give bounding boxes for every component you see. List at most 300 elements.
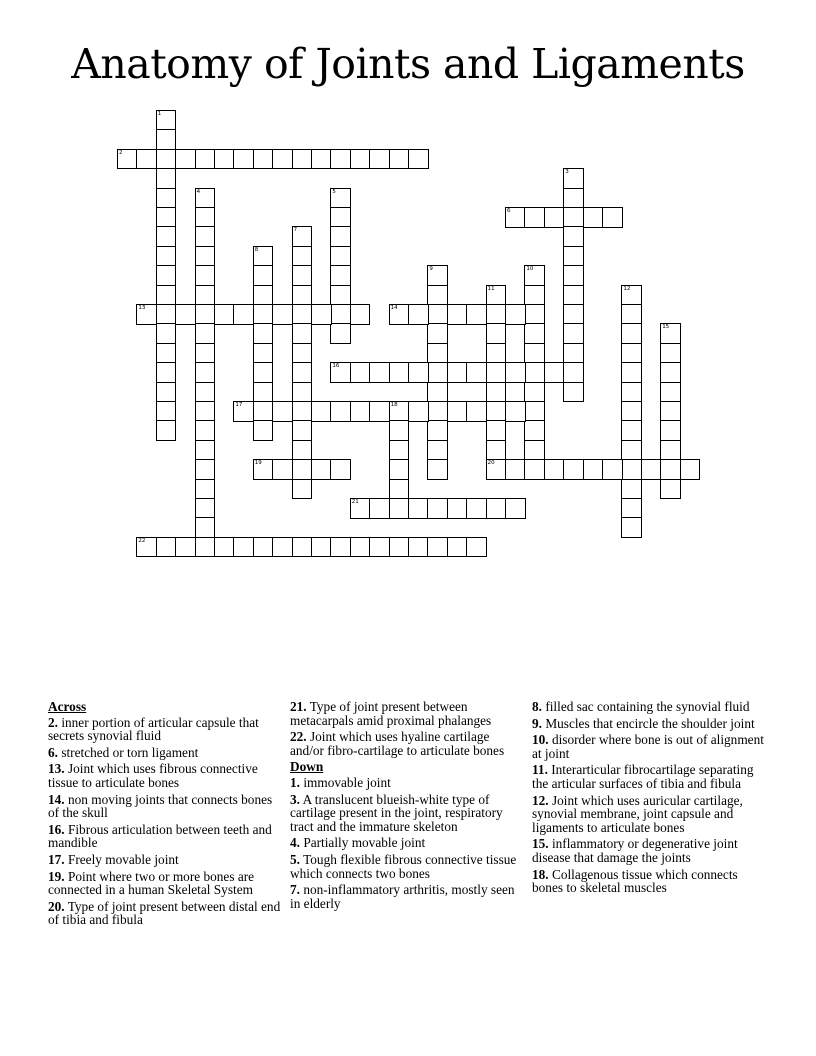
- clue-text: Interarticular fibrocartilage separating the articular surfaces of tibia and fibula: [532, 762, 754, 791]
- clue-across-17: [48, 853, 284, 867]
- grid-cell[interactable]: [621, 343, 642, 364]
- grid-cell[interactable]: [195, 498, 216, 519]
- grid-cell[interactable]: [563, 207, 584, 228]
- grid-cell[interactable]: [156, 285, 177, 306]
- grid-cell[interactable]: [350, 537, 371, 558]
- clue-number-label: 21: [351, 499, 359, 505]
- grid-cell[interactable]: [621, 285, 642, 306]
- grid-cell[interactable]: [195, 149, 216, 170]
- grid-cell[interactable]: [233, 304, 254, 325]
- grid-cell[interactable]: [350, 362, 371, 383]
- grid-cell[interactable]: [660, 401, 681, 422]
- grid-cell[interactable]: [330, 188, 351, 209]
- grid-cell[interactable]: [602, 207, 623, 228]
- grid-cell[interactable]: [156, 188, 177, 209]
- grid-cell[interactable]: [253, 420, 274, 441]
- grid-cell[interactable]: [524, 401, 545, 422]
- grid-cell[interactable]: [195, 420, 216, 441]
- grid-cell[interactable]: [427, 498, 448, 519]
- grid-cell[interactable]: [117, 149, 138, 170]
- grid-cell[interactable]: [486, 401, 507, 422]
- grid-cell[interactable]: [427, 382, 448, 403]
- grid-cell[interactable]: [330, 323, 351, 344]
- grid-cell[interactable]: [427, 304, 448, 325]
- grid-cell[interactable]: [505, 498, 526, 519]
- grid-cell[interactable]: [563, 168, 584, 189]
- grid-cell[interactable]: [563, 188, 584, 209]
- clues-column-3: [532, 700, 768, 898]
- grid-cell[interactable]: [427, 343, 448, 364]
- grid-cell[interactable]: [330, 226, 351, 247]
- grid-cell[interactable]: [175, 537, 196, 558]
- grid-cell[interactable]: [156, 382, 177, 403]
- grid-cell[interactable]: [350, 304, 371, 325]
- grid-cell[interactable]: [389, 304, 410, 325]
- grid-cell[interactable]: [466, 498, 487, 519]
- grid-cell[interactable]: [486, 343, 507, 364]
- grid-cell[interactable]: [621, 382, 642, 403]
- clue-number-label: 18: [390, 402, 398, 408]
- grid-cell[interactable]: [563, 226, 584, 247]
- grid-cell[interactable]: [156, 265, 177, 286]
- grid-cell[interactable]: [195, 226, 216, 247]
- grid-cell[interactable]: [311, 537, 332, 558]
- clue-text: Tough flexible fibrous connective tissue which connects two bones: [290, 851, 517, 881]
- clue-number-label: 7: [293, 227, 298, 234]
- clue-number-label: 17: [235, 402, 243, 408]
- grid-cell[interactable]: [330, 401, 351, 422]
- grid-cell[interactable]: [660, 323, 681, 344]
- grid-cell[interactable]: [330, 304, 351, 325]
- grid-cell[interactable]: [292, 265, 313, 286]
- clue-number: 2.: [48, 714, 58, 730]
- grid-cell[interactable]: [292, 440, 313, 461]
- grid-cell[interactable]: [156, 246, 177, 267]
- clue-down-1: [290, 776, 526, 790]
- grid-cell[interactable]: [389, 440, 410, 461]
- grid-cell[interactable]: [253, 149, 274, 170]
- grid-cell[interactable]: [641, 459, 662, 480]
- grid-cell[interactable]: [195, 323, 216, 344]
- grid-cell[interactable]: [544, 362, 565, 383]
- clue-across-20: [48, 900, 284, 927]
- grid-cell[interactable]: [660, 362, 681, 383]
- grid-cell[interactable]: [272, 149, 293, 170]
- grid-cell[interactable]: [253, 323, 274, 344]
- grid-cell[interactable]: [486, 459, 507, 480]
- grid-cell[interactable]: [253, 285, 274, 306]
- grid-cell[interactable]: [563, 265, 584, 286]
- grid-cell[interactable]: [427, 401, 448, 422]
- grid-cell[interactable]: [389, 479, 410, 500]
- grid-cell[interactable]: [195, 459, 216, 480]
- grid-cell[interactable]: [660, 440, 681, 461]
- grid-cell[interactable]: [175, 304, 196, 325]
- grid-cell[interactable]: [660, 479, 681, 500]
- grid-cell[interactable]: [292, 420, 313, 441]
- clue-text: Muscles that encircle the shoulder joint: [545, 715, 755, 731]
- grid-cell[interactable]: [389, 537, 410, 558]
- grid-cell[interactable]: [427, 265, 448, 286]
- grid-cell[interactable]: [214, 304, 235, 325]
- grid-cell[interactable]: [156, 168, 177, 189]
- grid-cell[interactable]: [389, 401, 410, 422]
- grid-cell[interactable]: [311, 459, 332, 480]
- grid-cell[interactable]: [330, 149, 351, 170]
- clue-text: Joint which uses fibrous connective tissue to articulate bones: [48, 761, 258, 790]
- grid-cell[interactable]: [350, 498, 371, 519]
- grid-cell[interactable]: [408, 401, 429, 422]
- grid-cell[interactable]: [156, 537, 177, 558]
- clue-text: immovable joint: [303, 774, 391, 790]
- clue-text: Joint which uses hyaline cartilage and/or fibro-cartilage to articulate bones: [290, 729, 505, 758]
- grid-cell[interactable]: [563, 304, 584, 325]
- grid-cell[interactable]: [272, 537, 293, 558]
- clue-number-label: 11: [487, 285, 495, 292]
- grid-cell[interactable]: [292, 459, 313, 480]
- grid-cell[interactable]: [292, 362, 313, 383]
- clue-number-label: 20: [487, 460, 495, 467]
- clue-down-11: [532, 763, 768, 790]
- grid-cell[interactable]: [486, 362, 507, 383]
- grid-cell[interactable]: [660, 382, 681, 403]
- grid-cell[interactable]: [466, 537, 487, 558]
- clue-number: 11.: [532, 762, 548, 778]
- grid-cell[interactable]: [621, 362, 642, 383]
- grid-cell[interactable]: [253, 362, 274, 383]
- grid-cell[interactable]: [427, 440, 448, 461]
- grid-cell[interactable]: [292, 382, 313, 403]
- grid-cell[interactable]: [311, 149, 332, 170]
- grid-cell[interactable]: [292, 479, 313, 500]
- grid-cell[interactable]: [563, 382, 584, 403]
- grid-cell[interactable]: [408, 537, 429, 558]
- clue-number-label: 19: [254, 460, 262, 467]
- clue-text: Partially movable joint: [303, 835, 426, 851]
- grid-cell[interactable]: [660, 459, 681, 480]
- grid-cell[interactable]: [195, 382, 216, 403]
- grid-cell[interactable]: [253, 265, 274, 286]
- grid-cell[interactable]: [427, 362, 448, 383]
- grid-cell[interactable]: [408, 304, 429, 325]
- grid-cell[interactable]: [408, 362, 429, 383]
- grid-cell[interactable]: [524, 285, 545, 306]
- clue-number: 4.: [290, 835, 300, 851]
- grid-cell[interactable]: [330, 537, 351, 558]
- clues-column-1: [48, 700, 284, 930]
- clue-number: 17.: [48, 851, 65, 867]
- grid-cell[interactable]: [389, 420, 410, 441]
- grid-cell[interactable]: [524, 382, 545, 403]
- page-title: Anatomy of Joints and Ligaments: [71, 40, 745, 88]
- clue-number: 15.: [532, 836, 549, 852]
- grid-cell[interactable]: [233, 149, 254, 170]
- grid-cell[interactable]: [369, 362, 390, 383]
- grid-cell[interactable]: [486, 304, 507, 325]
- grid-cell[interactable]: [389, 459, 410, 480]
- clue-number-label: 15: [662, 324, 670, 331]
- clue-down-18: [532, 868, 768, 895]
- clue-number-label: 13: [138, 305, 146, 311]
- clue-text: disorder where bone is out of alignment at joint: [532, 732, 764, 761]
- grid-cell[interactable]: [544, 459, 565, 480]
- clue-down-5: [290, 853, 526, 880]
- grid-cell[interactable]: [292, 537, 313, 558]
- grid-cell[interactable]: [292, 285, 313, 306]
- clue-down-12: [532, 794, 768, 835]
- clue-number-label: 8: [254, 246, 259, 253]
- grid-cell[interactable]: [253, 459, 274, 480]
- grid-cell[interactable]: [311, 304, 332, 325]
- clue-number: 14.: [48, 791, 65, 807]
- grid-cell[interactable]: [389, 149, 410, 170]
- grid-cell[interactable]: [524, 420, 545, 441]
- grid-cell[interactable]: [195, 246, 216, 267]
- clue-across-14: [48, 793, 284, 820]
- clue-number: 13.: [48, 761, 65, 777]
- grid-cell[interactable]: [524, 304, 545, 325]
- grid-cell[interactable]: [175, 149, 196, 170]
- grid-cell[interactable]: [563, 246, 584, 267]
- grid-cell[interactable]: [330, 459, 351, 480]
- grid-cell[interactable]: [292, 149, 313, 170]
- clue-number-label: 16: [332, 363, 340, 370]
- grid-cell[interactable]: [272, 459, 293, 480]
- grid-cell[interactable]: [330, 265, 351, 286]
- clue-text: non-inflammatory arthritis, mostly seen in elderly: [290, 882, 515, 911]
- grid-cell[interactable]: [156, 207, 177, 228]
- grid-cell[interactable]: [253, 401, 274, 422]
- grid-cell[interactable]: [330, 246, 351, 267]
- grid-cell[interactable]: [447, 498, 468, 519]
- clue-number-label: 6: [507, 208, 511, 214]
- across-heading: Across: [48, 699, 87, 714]
- grid-cell[interactable]: [292, 226, 313, 247]
- grid-cell[interactable]: [330, 362, 351, 383]
- grid-cell[interactable]: [427, 459, 448, 480]
- grid-cell[interactable]: [195, 440, 216, 461]
- clue-number: 19.: [48, 868, 65, 884]
- clue-number-label: 2: [119, 149, 123, 156]
- grid-cell[interactable]: [680, 459, 701, 480]
- grid-cell[interactable]: [408, 498, 429, 519]
- clue-number: 12.: [532, 792, 549, 808]
- grid-cell[interactable]: [214, 537, 235, 558]
- clue-number: 5.: [290, 851, 300, 867]
- grid-cell[interactable]: [369, 498, 390, 519]
- grid-cell[interactable]: [486, 285, 507, 306]
- grid-cell[interactable]: [524, 362, 545, 383]
- grid-cell[interactable]: [253, 304, 274, 325]
- clue-number: 21.: [290, 699, 307, 714]
- grid-cell[interactable]: [156, 323, 177, 344]
- grid-cell[interactable]: [583, 459, 604, 480]
- grid-cell[interactable]: [466, 362, 487, 383]
- grid-cell[interactable]: [292, 246, 313, 267]
- grid-cell[interactable]: [524, 459, 545, 480]
- grid-cell[interactable]: [233, 537, 254, 558]
- clue-number: 16.: [48, 821, 65, 837]
- grid-cell[interactable]: [253, 382, 274, 403]
- grid-cell[interactable]: [156, 129, 177, 150]
- clue-text: stretched or torn ligament: [61, 744, 199, 760]
- grid-cell[interactable]: [292, 401, 313, 422]
- grid-cell[interactable]: [602, 459, 623, 480]
- grid-cell[interactable]: [563, 343, 584, 364]
- grid-cell[interactable]: [427, 285, 448, 306]
- grid-cell[interactable]: [195, 362, 216, 383]
- grid-cell[interactable]: [156, 420, 177, 441]
- clue-number-label: 3: [565, 169, 569, 176]
- grid-cell[interactable]: [621, 323, 642, 344]
- grid-cell[interactable]: [447, 304, 468, 325]
- grid-cell[interactable]: [486, 440, 507, 461]
- clue-number-label: 5: [332, 188, 336, 195]
- grid-cell[interactable]: [427, 323, 448, 344]
- grid-cell[interactable]: [563, 285, 584, 306]
- grid-cell[interactable]: [214, 149, 235, 170]
- grid-cell[interactable]: [621, 401, 642, 422]
- grid-cell[interactable]: [253, 246, 274, 267]
- grid-cell[interactable]: [563, 459, 584, 480]
- grid-cell[interactable]: [156, 226, 177, 247]
- grid-cell[interactable]: [621, 304, 642, 325]
- clues-column-2: [290, 700, 526, 913]
- clue-text: Collagenous tissue which connects bones to skeletal muscles: [532, 866, 738, 896]
- grid-cell[interactable]: [486, 323, 507, 344]
- grid-cell[interactable]: [486, 420, 507, 441]
- grid-cell[interactable]: [330, 207, 351, 228]
- grid-cell[interactable]: [544, 207, 565, 228]
- grid-cell[interactable]: [156, 401, 177, 422]
- grid-cell[interactable]: [156, 362, 177, 383]
- grid-cell[interactable]: [583, 207, 604, 228]
- grid-cell[interactable]: [466, 304, 487, 325]
- clue-text: filled sac containing the synovial fluid: [545, 699, 750, 714]
- grid-cell[interactable]: [505, 401, 526, 422]
- grid-cell[interactable]: [311, 401, 332, 422]
- grid-cell[interactable]: [156, 304, 177, 325]
- grid-cell[interactable]: [621, 459, 642, 480]
- grid-cell[interactable]: [195, 479, 216, 500]
- clue-number-label: 4: [196, 188, 201, 195]
- grid-cell[interactable]: [156, 110, 177, 131]
- grid-cell[interactable]: [233, 401, 254, 422]
- grid-cell[interactable]: [156, 149, 177, 170]
- grid-cell[interactable]: [505, 362, 526, 383]
- grid-cell[interactable]: [505, 304, 526, 325]
- grid-cell[interactable]: [524, 343, 545, 364]
- grid-cell[interactable]: [427, 420, 448, 441]
- grid-cell[interactable]: [389, 362, 410, 383]
- grid-cell[interactable]: [486, 498, 507, 519]
- grid-cell[interactable]: [253, 537, 274, 558]
- grid-cell[interactable]: [408, 149, 429, 170]
- grid-cell[interactable]: [195, 265, 216, 286]
- clue-number-label: 22: [138, 537, 146, 544]
- clue-number: 9.: [532, 715, 542, 731]
- clue-across-13: [48, 762, 284, 789]
- grid-cell[interactable]: [447, 362, 468, 383]
- grid-cell[interactable]: [272, 401, 293, 422]
- grid-cell[interactable]: [524, 265, 545, 286]
- grid-cell[interactable]: [660, 343, 681, 364]
- grid-cell[interactable]: [136, 304, 157, 325]
- grid-cell[interactable]: [621, 498, 642, 519]
- clue-number-label: 14: [390, 305, 398, 311]
- grid-cell[interactable]: [505, 459, 526, 480]
- grid-cell[interactable]: [486, 382, 507, 403]
- grid-cell[interactable]: [447, 537, 468, 558]
- clue-down-9: [532, 717, 768, 731]
- grid-cell[interactable]: [660, 420, 681, 441]
- grid-cell[interactable]: [369, 401, 390, 422]
- grid-cell[interactable]: [272, 304, 293, 325]
- clue-number-label: 12: [623, 285, 631, 292]
- clue-number: 22.: [290, 729, 307, 745]
- grid-cell[interactable]: [195, 207, 216, 228]
- grid-cell[interactable]: [156, 343, 177, 364]
- clue-down-10: [532, 733, 768, 760]
- clue-number: 8.: [532, 699, 542, 714]
- grid-cell[interactable]: [524, 323, 545, 344]
- clue-across-19: [48, 870, 284, 897]
- grid-cell[interactable]: [427, 537, 448, 558]
- clue-across-2: [48, 716, 284, 743]
- grid-cell[interactable]: [195, 188, 216, 209]
- grid-cell[interactable]: [195, 537, 216, 558]
- grid-cell[interactable]: [524, 207, 545, 228]
- grid-cell[interactable]: [621, 479, 642, 500]
- grid-cell[interactable]: [292, 304, 313, 325]
- grid-cell[interactable]: [369, 537, 390, 558]
- grid-cell[interactable]: [330, 285, 351, 306]
- clue-text: Type of joint present between distal end of tibia and fibula: [48, 898, 281, 928]
- grid-cell[interactable]: [447, 401, 468, 422]
- grid-cell[interactable]: [136, 149, 157, 170]
- grid-cell[interactable]: [292, 323, 313, 344]
- grid-cell[interactable]: [350, 149, 371, 170]
- grid-cell[interactable]: [621, 517, 642, 538]
- grid-cell[interactable]: [563, 323, 584, 344]
- grid-cell[interactable]: [292, 343, 313, 364]
- grid-cell[interactable]: [524, 440, 545, 461]
- clue-text: Point where two or more bones are connected in a human Skeletal System: [48, 868, 255, 898]
- clue-across-22: [290, 730, 526, 757]
- grid-cell[interactable]: [621, 420, 642, 441]
- grid-cell[interactable]: [563, 362, 584, 383]
- grid-cell[interactable]: [195, 517, 216, 538]
- grid-cell[interactable]: [389, 498, 410, 519]
- grid-cell[interactable]: [195, 304, 216, 325]
- grid-cell[interactable]: [195, 401, 216, 422]
- grid-cell[interactable]: [195, 285, 216, 306]
- grid-cell[interactable]: [466, 401, 487, 422]
- clue-across-16: [48, 823, 284, 850]
- grid-cell[interactable]: [350, 401, 371, 422]
- clue-number: 20.: [48, 898, 65, 914]
- clue-number-label: 9: [429, 266, 433, 273]
- clue-down-8: [532, 700, 768, 714]
- clue-number: 6.: [48, 744, 58, 760]
- grid-cell[interactable]: [136, 537, 157, 558]
- grid-cell[interactable]: [505, 207, 526, 228]
- grid-cell[interactable]: [369, 149, 390, 170]
- grid-cell[interactable]: [195, 343, 216, 364]
- grid-cell[interactable]: [621, 440, 642, 461]
- grid-cell[interactable]: [253, 343, 274, 364]
- clue-number: 18.: [532, 866, 549, 882]
